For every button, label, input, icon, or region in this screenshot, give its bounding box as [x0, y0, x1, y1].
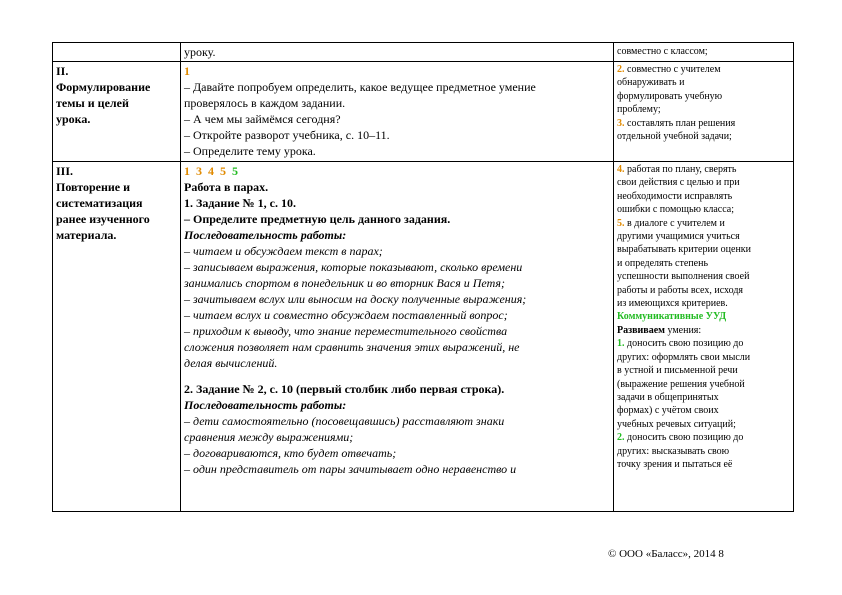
continued-text: совместно с классом;	[617, 46, 708, 58]
sequence-step: – один представитель от пары зачитывает одно неравенство и	[184, 462, 517, 476]
stage-title-line: систематизация	[56, 196, 143, 210]
lesson-plan-table	[52, 42, 794, 512]
sequence-step: сложения позволяет нам сравнить значения этих выражений, не	[184, 340, 520, 354]
stage-cell	[53, 62, 181, 162]
uud-line	[617, 217, 790, 230]
uud-text: из имеющихся критериев.	[617, 298, 728, 310]
uud-line	[617, 431, 790, 444]
sequence-step: – читаем и обсуждаем текст в парах;	[184, 244, 383, 258]
uud-line	[617, 203, 790, 216]
stage-title-line: II.	[56, 64, 69, 78]
uud-text: совместно с учителем	[624, 64, 721, 75]
uud-line	[617, 284, 790, 297]
teacher-activity-cell	[181, 43, 614, 62]
table-row	[53, 43, 794, 62]
stage-title-line: темы и целей	[56, 96, 129, 110]
uud-number: 2.	[617, 432, 625, 444]
teacher-activity-cell	[181, 162, 614, 512]
sequence-step: – зачитываем вслух или выносим на доску полученные выражения;	[184, 292, 527, 306]
sequence-step: делая вычислений.	[184, 356, 278, 370]
uud-text: работая по плану, сверять	[624, 164, 737, 175]
uud-text: (выражение решения учебной	[617, 378, 745, 390]
stage-title-line: Формулирование	[56, 80, 151, 94]
uud-text: точку зрения и пытаться её	[617, 458, 733, 470]
sequence-title: Последовательность работы:	[184, 398, 347, 412]
stage-title-line: ранее изученного	[56, 212, 150, 226]
stage-title-line: III.	[56, 164, 74, 178]
uud-text: свои действия с целью и при	[617, 177, 740, 189]
uud-line	[617, 117, 790, 130]
uud-line	[617, 270, 790, 283]
uud-text: формах) с учётом своих	[617, 405, 719, 417]
uud-line	[617, 458, 790, 471]
uud-line	[617, 63, 790, 76]
step-number: 1	[184, 64, 190, 78]
stage-title-line: материала.	[56, 228, 117, 242]
uud-line	[617, 337, 790, 350]
uud-number: 4.	[617, 164, 625, 175]
uud-number: 2.	[617, 64, 625, 75]
table-row	[53, 162, 794, 512]
uud-text: формулировать учебную	[617, 90, 723, 102]
uud-line	[617, 243, 790, 256]
uud-text: необходимости исправлять	[617, 190, 733, 202]
step-number: 4	[208, 164, 214, 178]
uud-text: работы и работы всех, исходя	[617, 284, 744, 296]
section-title: Работа в парах.	[184, 180, 269, 194]
teacher-activity-cell	[181, 62, 614, 162]
uud-number: 1.	[617, 338, 625, 350]
uud-text: вырабатывать критерии оценки	[617, 244, 752, 256]
uud-line	[617, 90, 790, 103]
task-heading: 1. Задание № 1, с. 10.	[184, 196, 296, 210]
uud-line	[617, 130, 790, 143]
uud-text: успешности выполнения своей	[617, 271, 750, 283]
teacher-line: – А чем мы займёмся сегодня?	[184, 112, 341, 126]
uud-text: другими учащимися учиться	[617, 231, 740, 243]
uud-heading: Коммуникативные УУД	[617, 311, 727, 323]
uud-text: и определять степень	[617, 257, 709, 269]
uud-text: других: высказывать свою	[617, 445, 730, 457]
teacher-line: – Определите тему урока.	[184, 144, 316, 158]
uud-line	[617, 351, 790, 364]
step-numbers	[184, 163, 610, 179]
uud-text: в диалоге с учителем и	[624, 217, 725, 229]
uud-line	[617, 76, 790, 89]
uud-cell	[614, 162, 794, 512]
uud-number: 5.	[617, 217, 625, 229]
continued-text: уроку.	[184, 45, 216, 59]
step-number: 3	[196, 164, 202, 178]
sequence-step: – договариваются, кто будет отвечать;	[184, 446, 397, 460]
sequence-title: Последовательность работы:	[184, 228, 347, 242]
uud-line	[617, 418, 790, 431]
sequence-step: – записываем выражения, которые показывают, сколько времени	[184, 260, 523, 274]
task-goal: – Определите предметную цель данного задания.	[184, 212, 451, 226]
uud-line	[617, 445, 790, 458]
stage-cell	[53, 43, 181, 62]
uud-text: обнаруживать и	[617, 77, 685, 89]
uud-line	[617, 257, 790, 270]
uud-text: учебных речевых ситуаций;	[617, 418, 736, 430]
uud-text: составлять план решения	[624, 117, 736, 129]
step-number: 5	[220, 164, 226, 178]
uud-text: задачи в общепринятых	[617, 391, 719, 403]
uud-line	[617, 176, 790, 189]
uud-line	[617, 378, 790, 391]
teacher-line: – Откройте разворот учебника, с. 10–11.	[184, 128, 390, 142]
uud-text: других: оформлять свои мысли	[617, 351, 751, 363]
sequence-step: сравнения между выражениями;	[184, 430, 354, 444]
uud-text: проблему;	[617, 104, 661, 116]
sequence-step: занимались спортом в понедельник и во вторник Вася и Петя;	[184, 276, 505, 290]
uud-number: 3.	[617, 117, 625, 129]
uud-cell	[614, 62, 794, 162]
uud-text: в устной и письменной речи	[617, 365, 738, 377]
uud-text: ошибки с помощью класса;	[617, 204, 735, 216]
task-heading: 2. Задание № 2, с. 10 (первый столбик либо первая строка).	[184, 382, 505, 396]
uud-text: доносить свою позицию до	[624, 338, 744, 350]
stage-title-line: урока.	[56, 112, 91, 126]
uud-line	[617, 364, 790, 377]
table-row	[53, 62, 794, 162]
teacher-line: – Давайте попробуем определить, какое ведущее предметное умение	[184, 80, 536, 94]
sequence-step: – приходим к выводу, что знание переместительного свойства	[184, 324, 508, 338]
stage-cell	[53, 162, 181, 512]
step-number: 5	[232, 164, 238, 178]
uud-line	[617, 404, 790, 417]
uud-text: доносить свою позицию до	[624, 432, 744, 444]
uud-line	[617, 230, 790, 243]
uud-text: отдельной учебной задачи;	[617, 131, 732, 143]
page-footer: © ООО «Баласс», 2014 8	[608, 548, 724, 560]
uud-line	[617, 391, 790, 404]
uud-line	[617, 297, 790, 310]
develop-line: Развиваем умения:	[617, 324, 702, 336]
sequence-step: – дети самостоятельно (посовещавшись) расставляют знаки	[184, 414, 505, 428]
step-number: 1	[184, 164, 190, 178]
uud-line	[617, 163, 790, 176]
uud-line	[617, 103, 790, 116]
uud-cell	[614, 43, 794, 62]
teacher-line: проверялось в каждом задании.	[184, 96, 346, 110]
stage-title-line: Повторение и	[56, 180, 131, 194]
uud-line	[617, 190, 790, 203]
sequence-step: – читаем вслух и совместно обсуждаем поставленный вопрос;	[184, 308, 508, 322]
